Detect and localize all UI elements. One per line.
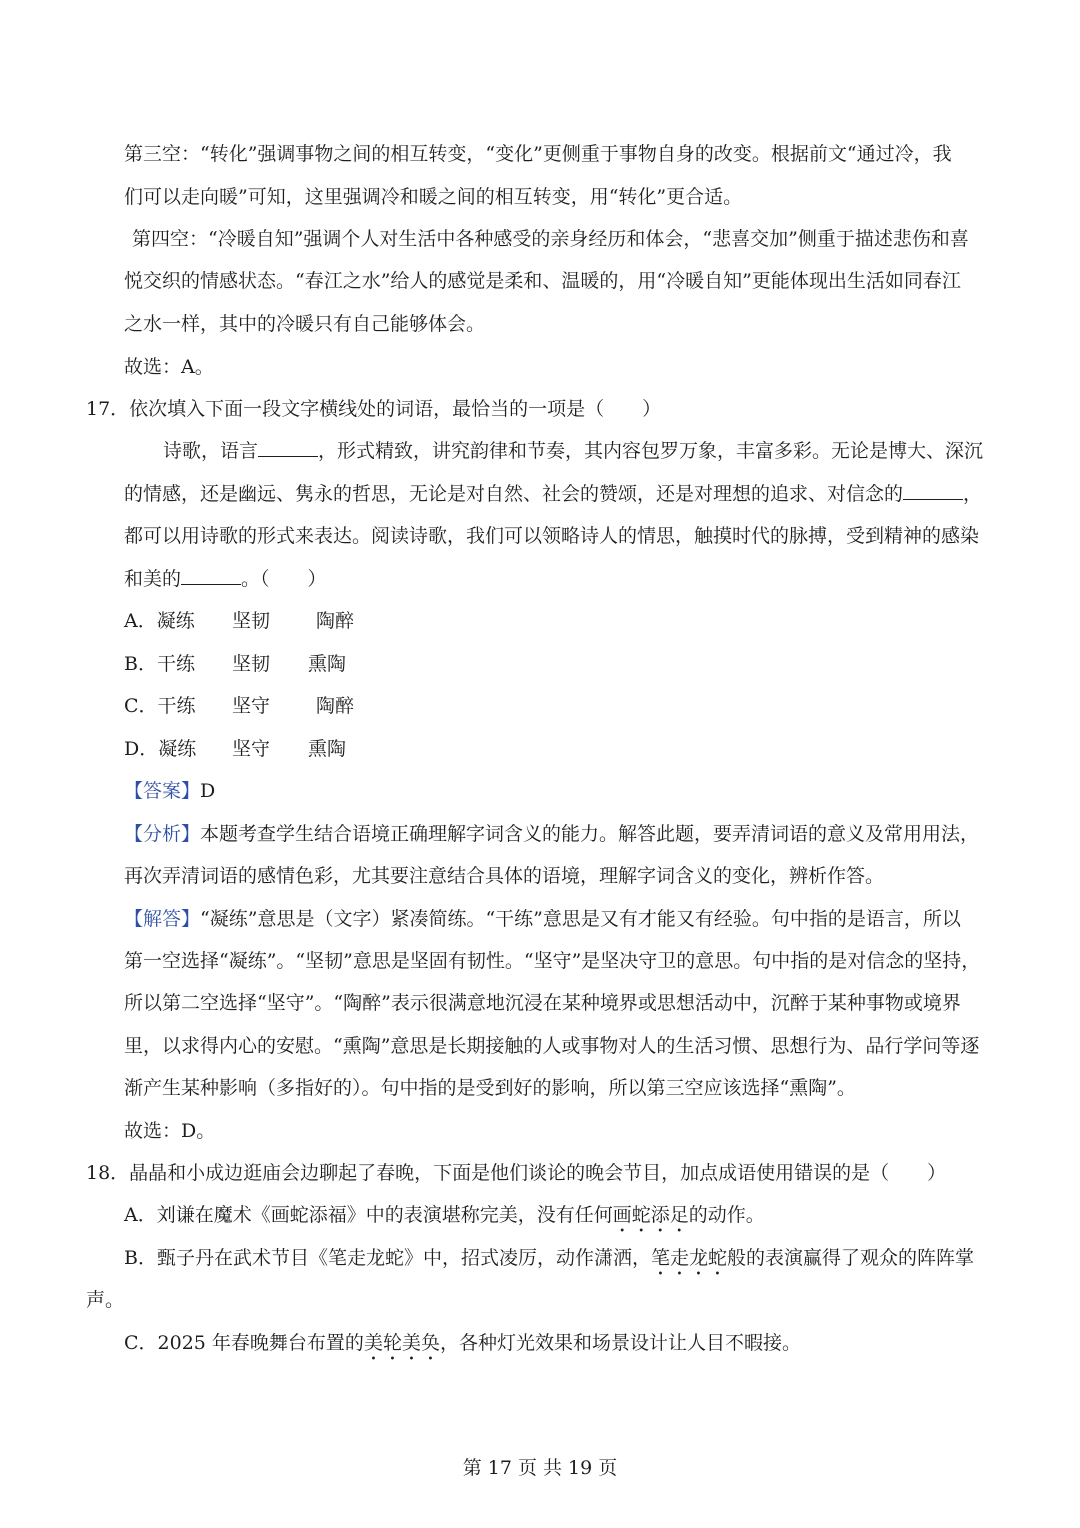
- dotted-idiom: 美轮美奂: [363, 1332, 440, 1354]
- passage-line: [124, 566, 327, 592]
- dotted-idiom: 笔走龙蛇: [650, 1247, 727, 1269]
- text-line: 们可以走向暖”可知，这里强调冷和暖之间的相互转变，用“转化”更合适。: [124, 186, 743, 208]
- analysis-tag: 【分析】: [124, 823, 201, 845]
- text-line: 悦交织的情感状态。“春江之水”给人的感觉是柔和、温暖的，用“冷暖自知”更能体现出生活如同春江: [124, 270, 961, 292]
- analysis-line: 【分析】本题考查学生结合语境正确理解字词含义的能力。解答此题，要弄清词语的意义及常用用法，: [124, 823, 980, 845]
- passage-text: 和美的: [124, 568, 182, 590]
- answer-blank[interactable]: [258, 438, 318, 457]
- answer-value: D: [200, 780, 216, 802]
- option-a-18: A．刘谦在魔术《画蛇添福》中的表演堪称完美，没有任何画蛇添足的动作。: [124, 1204, 765, 1226]
- option-c: C．干练 坚守 陶醉: [124, 695, 355, 717]
- passage-text: 诗歌，语言: [163, 440, 259, 462]
- solution-line: 第一空选择“凝练”。“坚韧”意思是坚固有韧性。“坚守”是坚决守卫的意思。句中指的是对信念的坚持，: [124, 950, 981, 972]
- answer-blank[interactable]: [903, 481, 963, 500]
- passage-text: 。（ ）: [241, 568, 327, 590]
- option-c-18: C．2025 年春晚舞台布置的美轮美奂，各种灯光效果和场景设计让人目不暇接。: [124, 1332, 801, 1354]
- answer-blank[interactable]: [181, 566, 241, 585]
- answer-tag: 【答案】: [124, 780, 201, 802]
- option-b: B．干练 坚韧 熏陶: [124, 653, 347, 675]
- passage-text: ，: [963, 483, 983, 505]
- option-b-18: B．甄子丹在武术节目《笔走龙蛇》中，招式凌厉，动作潇洒，笔走龙蛇般的表演赢得了观众的阵阵掌: [124, 1247, 974, 1269]
- passage-text: ，形式精致，讲究韵律和节奏，其内容包罗万象，丰富多彩。无论是博大、深沉: [318, 440, 984, 462]
- answer-line: [124, 778, 215, 804]
- page-footer: 第 17 页 共 19 页: [462, 1457, 618, 1479]
- dotted-idiom: 画蛇添足: [612, 1204, 689, 1226]
- passage-line: 都可以用诗歌的形式来表达。阅读诗歌，我们可以领略诗人的情思，触摸时代的脉搏，受到精神的感染: [124, 525, 980, 547]
- passage-line: [163, 438, 983, 464]
- solution-tag: 【解答】: [124, 908, 201, 930]
- passage-text: 的情感，还是幽远、隽永的哲思，无论是对自然、社会的赞颂，还是对理想的追求、对信念的: [124, 483, 904, 505]
- solution-line: 所以第二空选择“坚守”。“陶醉”表示很满意地沉浸在某种境界或思想活动中，沉醉于某种事物或境界: [124, 992, 961, 1014]
- solution-line: 里，以求得内心的安慰。“熏陶”意思是长期接触的人或事物对人的生活习惯、思想行为、品行学问等逐: [124, 1035, 980, 1057]
- option-d: D．凝练 坚守 熏陶: [124, 738, 347, 760]
- text-line: 之水一样，其中的冷暖只有自己能够体会。: [124, 313, 486, 335]
- question-17: 17．依次填入下面一段文字横线处的词语，最恰当的一项是（ ）: [86, 398, 662, 420]
- solution-line: 渐产生某种影响（多指好的）。句中指的是受到好的影响，所以第三空应该选择“熏陶”。: [124, 1077, 856, 1099]
- text-line: 第四空：“冷暖自知”强调个人对生活中各种感受的亲身经历和体会，“悲喜交加”侧重于描述悲伤和喜: [132, 228, 969, 250]
- text-line: 第三空：“转化”强调事物之间的相互转变，“变化”更侧重于事物自身的改变。根据前文“通过冷，我: [124, 143, 952, 165]
- option-b-18-cont: 声。: [86, 1289, 125, 1311]
- analysis-line: 再次弄清词语的感情色彩，尤其要注意结合具体的语境，理解字词含义的变化，辨析作答。: [124, 865, 885, 887]
- solution-line: 【解答】“凝练”意思是（文字）紧凑简练。“干练”意思是又有才能又有经验。句中指的是语言，所以: [124, 908, 961, 930]
- option-a: A．凝练 坚韧 陶醉: [124, 610, 355, 632]
- question-18: 18．晶晶和小成边逛庙会边聊起了春晚，下面是他们谈论的晚会节目，加点成语使用错误的是（ ）: [86, 1162, 947, 1184]
- solution-line: 故选：D。: [124, 1120, 216, 1142]
- passage-line: [124, 481, 982, 507]
- text-line: 故选：A。: [124, 356, 214, 378]
